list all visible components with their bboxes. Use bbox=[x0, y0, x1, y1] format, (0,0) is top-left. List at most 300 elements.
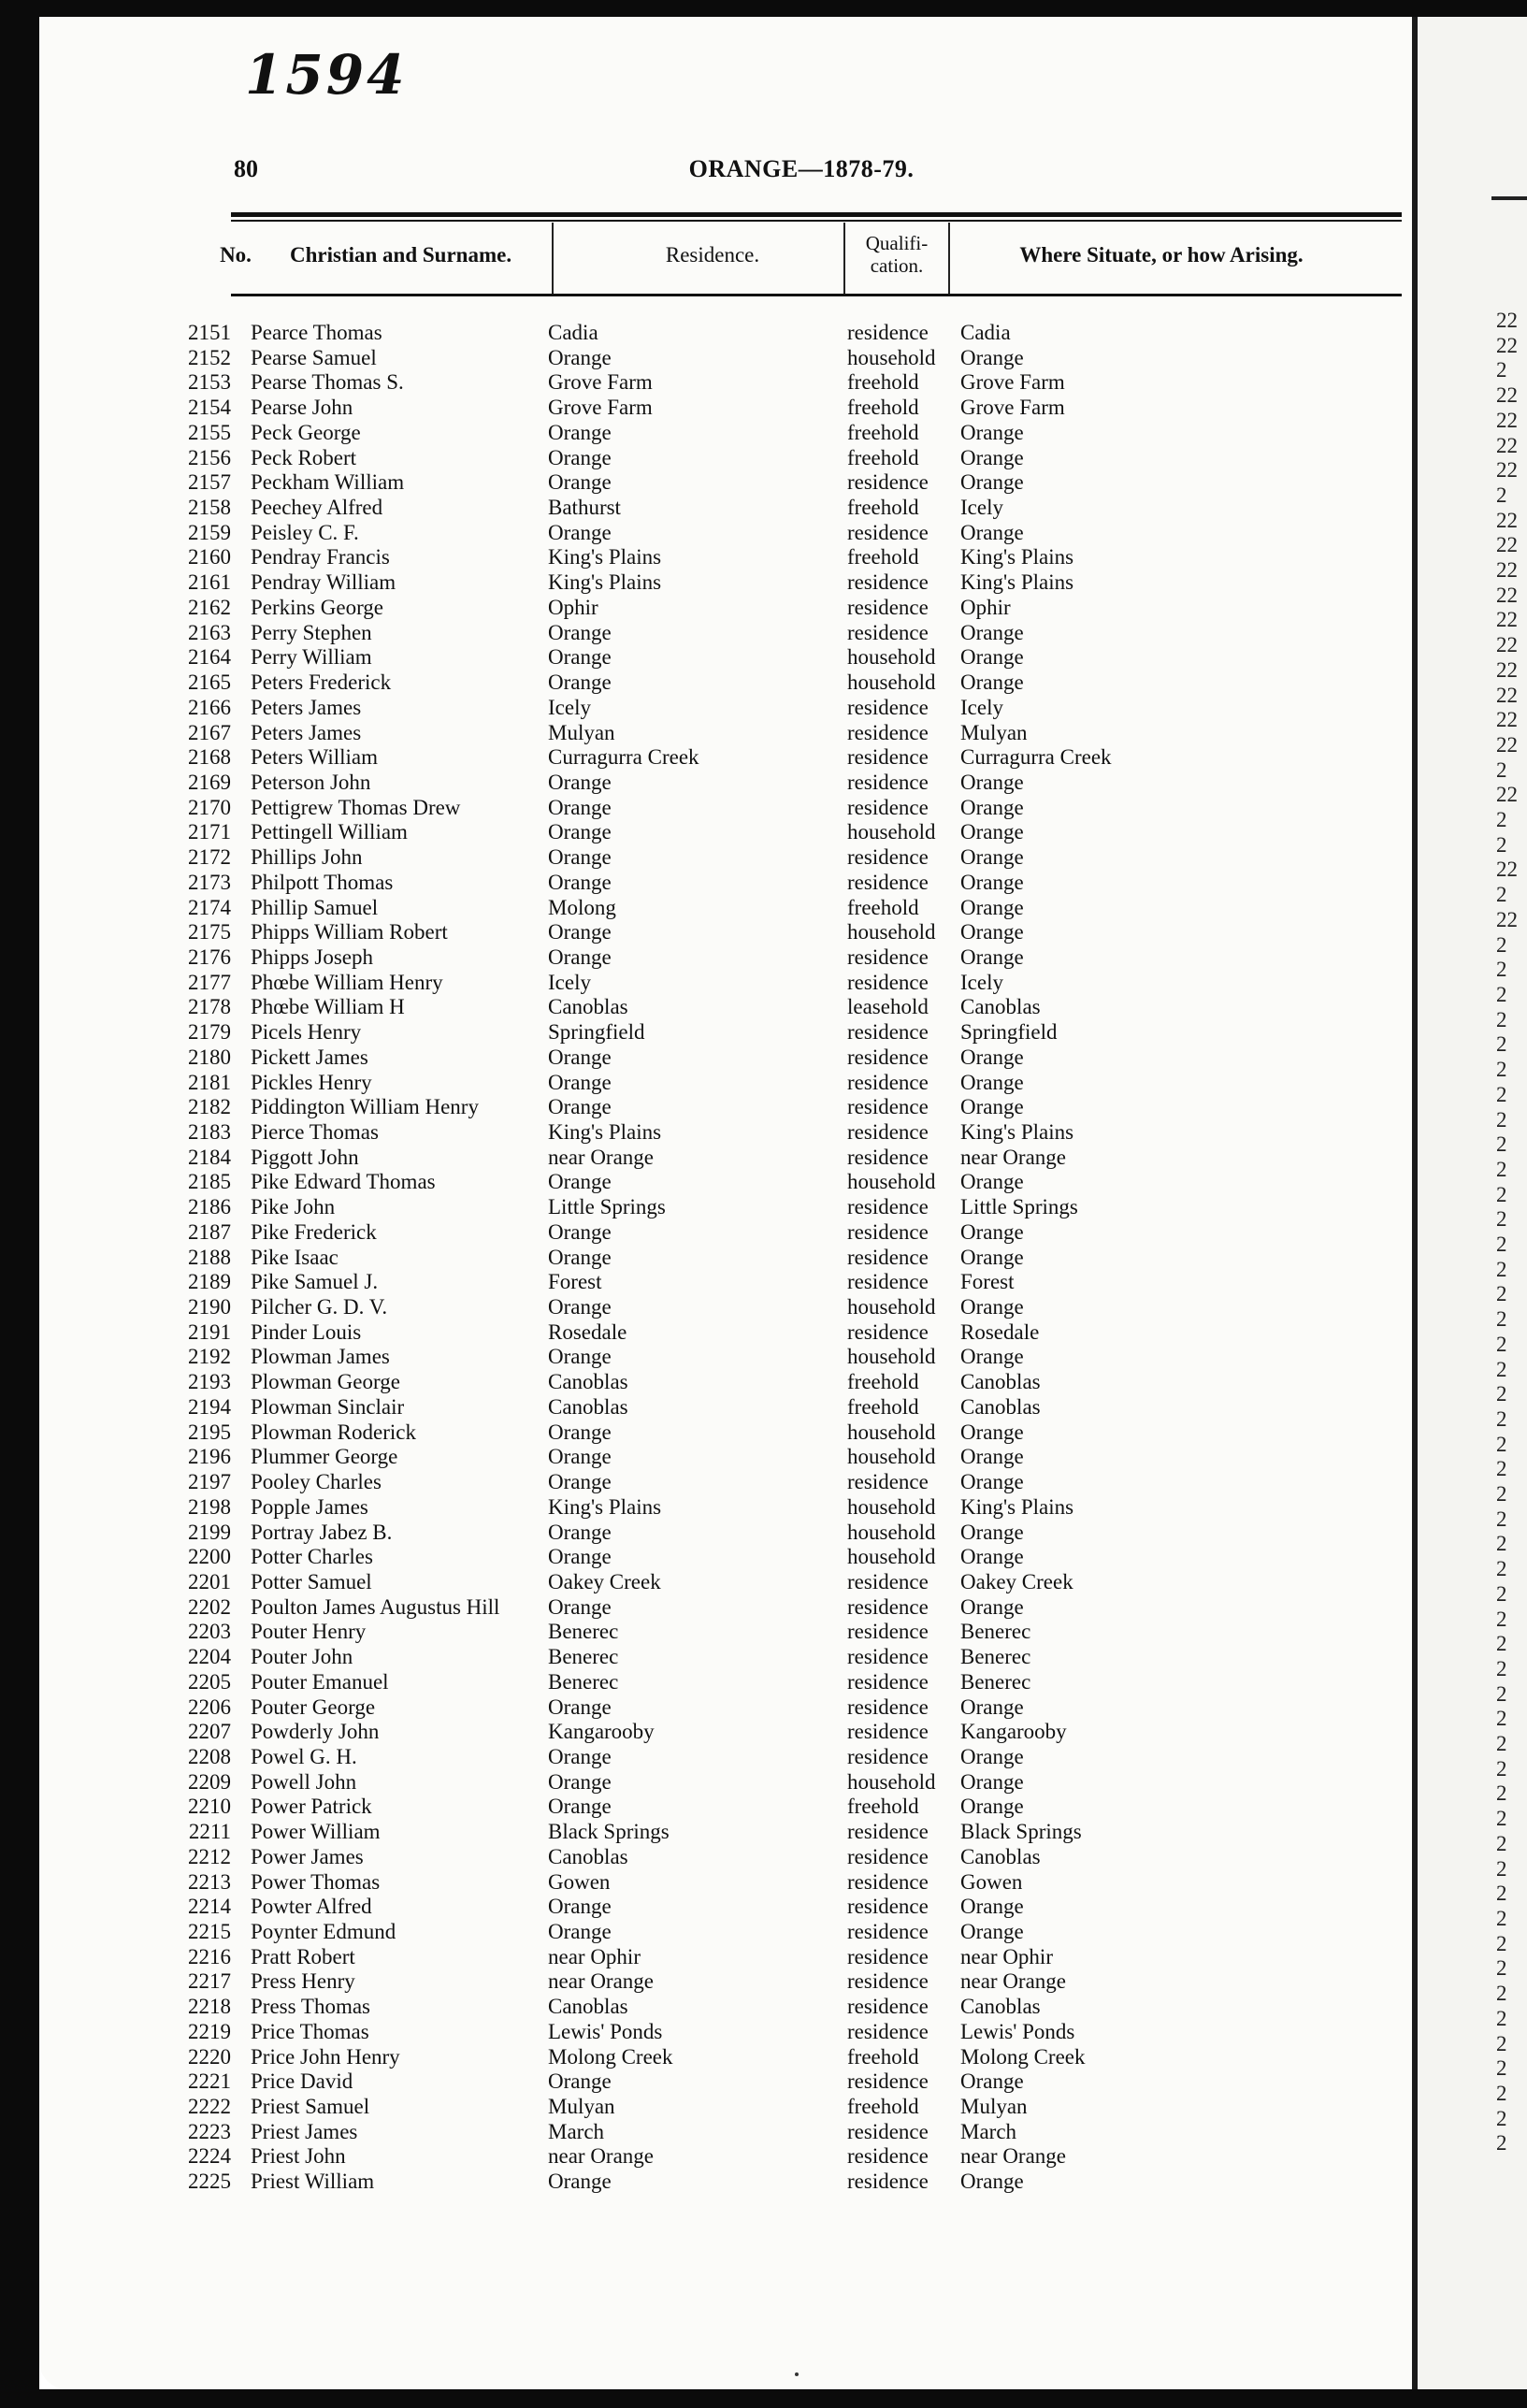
table-row bbox=[39, 1795, 1412, 1820]
elector-name: Potter Charles bbox=[251, 1545, 373, 1569]
elector-name: Piddington William Henry bbox=[251, 1095, 479, 1119]
table-row bbox=[39, 1521, 1412, 1546]
scan-border-bottom bbox=[0, 2389, 1527, 2408]
facing-page-fragment: 2 bbox=[1496, 2106, 1507, 2130]
qualification: residence bbox=[847, 570, 929, 595]
entry-number: 2207 bbox=[188, 1720, 231, 1744]
entry-number: 2163 bbox=[188, 620, 231, 644]
where-situate: Curragurra Creek bbox=[960, 745, 1112, 770]
qualification: freehold bbox=[847, 445, 919, 469]
residence: Orange bbox=[548, 420, 612, 444]
qualification: household bbox=[847, 820, 936, 844]
residence: Orange bbox=[548, 1295, 612, 1319]
where-situate: Orange bbox=[960, 895, 1024, 919]
qualification: residence bbox=[847, 795, 929, 819]
where-situate: Orange bbox=[960, 2170, 1024, 2194]
qualification: household bbox=[847, 670, 936, 695]
elector-name: Peck Robert bbox=[251, 445, 357, 469]
where-situate: Orange bbox=[960, 1594, 1024, 1619]
table-row bbox=[39, 2020, 1412, 2045]
qualification: freehold bbox=[847, 1795, 919, 1819]
qualification: household bbox=[847, 920, 936, 944]
qualification: residence bbox=[847, 1470, 929, 1494]
entry-number: 2205 bbox=[188, 1669, 231, 1694]
residence: near Ophir bbox=[548, 1944, 641, 1968]
elector-name: Plummer George bbox=[251, 1445, 398, 1469]
entry-number: 2194 bbox=[188, 1394, 231, 1419]
elector-name: Phillip Samuel bbox=[251, 895, 379, 919]
header-qualification: Qualifi- cation. bbox=[865, 232, 929, 277]
entry-number: 2210 bbox=[188, 1795, 231, 1819]
where-situate: Oakey Creek bbox=[960, 1569, 1073, 1593]
entry-number: 2211 bbox=[188, 1820, 231, 1844]
residence: Orange bbox=[548, 1445, 612, 1469]
residence: Lewis' Ponds bbox=[548, 2019, 663, 2043]
entry-number: 2203 bbox=[188, 1620, 231, 1644]
where-situate: Orange bbox=[960, 1219, 1024, 1244]
elector-name: Pooley Charles bbox=[251, 1470, 382, 1494]
qualification: residence bbox=[847, 1720, 929, 1744]
residence: Orange bbox=[548, 645, 612, 670]
elector-name: Pearce Thomas bbox=[251, 321, 382, 344]
qualification: residence bbox=[847, 1245, 929, 1269]
header-where-situate: Where Situate, or how Arising. bbox=[1019, 243, 1304, 267]
qualification: household bbox=[847, 1494, 936, 1519]
residence: Forest bbox=[548, 1270, 602, 1294]
elector-name: Price John Henry bbox=[251, 2044, 400, 2069]
elector-name: Pratt Robert bbox=[251, 1944, 355, 1968]
table-row bbox=[39, 1495, 1412, 1521]
qualification: residence bbox=[847, 1669, 929, 1694]
where-situate: Orange bbox=[960, 1095, 1024, 1119]
table-row bbox=[39, 1920, 1412, 1945]
table-row bbox=[39, 1045, 1412, 1071]
entry-number: 2204 bbox=[188, 1645, 231, 1669]
qualification: residence bbox=[847, 1145, 929, 1169]
table-row bbox=[39, 1220, 1412, 1246]
header-top-rule-thin bbox=[231, 220, 1402, 222]
entry-number: 2193 bbox=[188, 1370, 231, 1394]
facing-page-numbers bbox=[1496, 309, 1527, 2179]
entry-number: 2196 bbox=[188, 1445, 231, 1469]
facing-page-fragment: 22 bbox=[1496, 657, 1518, 682]
residence: Orange bbox=[548, 1769, 612, 1794]
table-row bbox=[39, 1071, 1412, 1096]
table-row bbox=[39, 670, 1412, 696]
qualification: residence bbox=[847, 1969, 929, 1994]
elector-name: Pike John bbox=[251, 1195, 336, 1219]
table-row bbox=[39, 1470, 1412, 1495]
elector-name: Peckham William bbox=[251, 470, 405, 495]
header-bottom-rule bbox=[231, 294, 1402, 296]
elector-name: Pouter Emanuel bbox=[251, 1669, 389, 1694]
facing-page-fragment: 2 bbox=[1496, 1656, 1507, 1680]
where-situate: Orange bbox=[960, 1895, 1024, 1919]
elector-name: Powderly John bbox=[251, 1720, 380, 1744]
residence: King's Plains bbox=[548, 545, 662, 570]
facing-page-fragment: 2 bbox=[1496, 1807, 1507, 1831]
elector-name: Pouter George bbox=[251, 1694, 376, 1719]
facing-page-fragment: 2 bbox=[1496, 1332, 1507, 1356]
qualification: residence bbox=[847, 944, 929, 969]
facing-page-fragment: 22 bbox=[1496, 608, 1518, 632]
entry-number: 2201 bbox=[188, 1569, 231, 1593]
residence: Orange bbox=[548, 1045, 612, 1069]
residence: Mulyan bbox=[548, 720, 615, 744]
residence: Molong Creek bbox=[548, 2044, 673, 2069]
where-situate: Orange bbox=[960, 645, 1024, 670]
table-row bbox=[39, 1620, 1412, 1645]
entry-number: 2214 bbox=[188, 1895, 231, 1919]
residence: Orange bbox=[548, 1070, 612, 1094]
qualification: residence bbox=[847, 870, 929, 894]
where-situate: Orange bbox=[960, 920, 1024, 944]
where-situate: Orange bbox=[960, 420, 1024, 444]
facing-page-fragment: 2 bbox=[1496, 1182, 1507, 1206]
entry-number: 2155 bbox=[188, 420, 231, 444]
facing-page-fragment: 2 bbox=[1496, 1082, 1507, 1106]
entry-number: 2161 bbox=[188, 570, 231, 595]
facing-page-fragment: 2 bbox=[1496, 1132, 1507, 1157]
facing-page-fragment: 2 bbox=[1496, 1831, 1507, 1855]
elector-name: Plowman Roderick bbox=[251, 1420, 416, 1444]
facing-page-fragment: 2 bbox=[1496, 1507, 1507, 1531]
residence: Orange bbox=[548, 1694, 612, 1719]
facing-page-fragment: 22 bbox=[1496, 783, 1518, 807]
qualification: freehold bbox=[847, 1394, 919, 1419]
entry-number: 2202 bbox=[188, 1594, 231, 1619]
table-row bbox=[39, 871, 1412, 896]
elector-name: Priest John bbox=[251, 2144, 346, 2169]
elector-name: Plowman George bbox=[251, 1370, 400, 1394]
where-situate: Orange bbox=[960, 670, 1024, 695]
facing-page-fragment: 2 bbox=[1496, 1607, 1507, 1631]
elector-name: Pouter John bbox=[251, 1645, 353, 1669]
entry-number: 2215 bbox=[188, 1920, 231, 1943]
qualification: residence bbox=[847, 1569, 929, 1593]
where-situate: King's Plains bbox=[960, 1120, 1074, 1144]
entry-number: 2176 bbox=[188, 944, 231, 969]
residence: Oakey Creek bbox=[548, 1569, 661, 1593]
qualification: household bbox=[847, 1520, 936, 1544]
entry-number: 2164 bbox=[188, 645, 231, 670]
entry-number: 2221 bbox=[188, 2069, 231, 2094]
elector-name: Pearse Samuel bbox=[251, 345, 377, 369]
elector-name: Peechey Alfred bbox=[251, 496, 383, 520]
qualification: residence bbox=[847, 770, 929, 794]
residence: Orange bbox=[548, 1545, 612, 1569]
entry-number: 2209 bbox=[188, 1769, 231, 1794]
elector-name: Poulton James Augustus Hill bbox=[251, 1594, 500, 1619]
qualification: freehold bbox=[847, 895, 919, 919]
where-situate: Canoblas bbox=[960, 1394, 1041, 1419]
entry-number: 2178 bbox=[188, 995, 231, 1019]
column-divider bbox=[552, 223, 554, 294]
where-situate: Orange bbox=[960, 870, 1024, 894]
residence: Orange bbox=[548, 1920, 612, 1943]
elector-name: Peck George bbox=[251, 420, 361, 444]
where-situate: Orange bbox=[960, 1045, 1024, 1069]
entry-number: 2166 bbox=[188, 695, 231, 719]
qualification: household bbox=[847, 1769, 936, 1794]
residence: Orange bbox=[548, 345, 612, 369]
residence: Orange bbox=[548, 470, 612, 495]
elector-name: Philpott Thomas bbox=[251, 870, 394, 894]
entry-number: 2216 bbox=[188, 1944, 231, 1968]
entry-number: 2151 bbox=[188, 321, 231, 344]
where-situate: Orange bbox=[960, 1070, 1024, 1094]
elector-name: Peters James bbox=[251, 695, 362, 719]
facing-page-fragment: 2 bbox=[1496, 1907, 1507, 1930]
facing-page-fragment: 2 bbox=[1496, 1707, 1507, 1731]
elector-name: Pike Frederick bbox=[251, 1219, 377, 1244]
register-page bbox=[39, 17, 1418, 2389]
elector-name: Power James bbox=[251, 1844, 364, 1868]
where-situate: Kangarooby bbox=[960, 1720, 1067, 1744]
elector-name: Priest James bbox=[251, 2119, 358, 2143]
residence: Benerec bbox=[548, 1669, 619, 1694]
table-row bbox=[39, 545, 1412, 570]
facing-page-fragment: 2 bbox=[1496, 358, 1507, 382]
facing-page-fragment: 2 bbox=[1496, 1382, 1507, 1406]
facing-page-fragment: 2 bbox=[1496, 1532, 1507, 1556]
running-head: ORANGE—1878-79. bbox=[688, 155, 915, 182]
where-situate: Orange bbox=[960, 1245, 1024, 1269]
where-situate: King's Plains bbox=[960, 570, 1074, 595]
table-row bbox=[39, 1395, 1412, 1420]
table-row bbox=[39, 1270, 1412, 1295]
table-row bbox=[39, 2095, 1412, 2120]
table-row bbox=[39, 470, 1412, 496]
elector-name: Pickett James bbox=[251, 1045, 368, 1069]
where-situate: Orange bbox=[960, 1769, 1024, 1794]
residence: Little Springs bbox=[548, 1195, 666, 1219]
qualification: residence bbox=[847, 970, 929, 994]
facing-page-fragment: 2 bbox=[1496, 1982, 1507, 2006]
qualification: household bbox=[847, 1420, 936, 1444]
qualification: household bbox=[847, 1345, 936, 1369]
qualification: residence bbox=[847, 695, 929, 719]
residence: Benerec bbox=[548, 1620, 619, 1644]
entry-number: 2156 bbox=[188, 445, 231, 469]
entry-number: 2198 bbox=[188, 1494, 231, 1519]
facing-page-fragment: 2 bbox=[1496, 932, 1507, 957]
entry-number: 2154 bbox=[188, 396, 231, 420]
qualification: household bbox=[847, 1170, 936, 1194]
qualification: freehold bbox=[847, 1370, 919, 1394]
elector-name: Power Thomas bbox=[251, 1869, 381, 1894]
where-situate: King's Plains bbox=[960, 1494, 1074, 1519]
elector-name: Phipps William Robert bbox=[251, 920, 448, 944]
table-row bbox=[39, 2144, 1412, 2170]
where-situate: Orange bbox=[960, 520, 1024, 544]
facing-page-fragment: 22 bbox=[1496, 408, 1518, 432]
table-row bbox=[39, 1969, 1412, 1995]
residence: Orange bbox=[548, 1219, 612, 1244]
residence: Orange bbox=[548, 2069, 612, 2094]
where-situate: Grove Farm bbox=[960, 396, 1065, 420]
where-situate: Orange bbox=[960, 1420, 1024, 1444]
residence: Orange bbox=[548, 445, 612, 469]
header-no: No. bbox=[220, 243, 252, 267]
table-row bbox=[39, 1845, 1412, 1870]
facing-page-fragment: 2 bbox=[1496, 1307, 1507, 1332]
table-row bbox=[39, 1670, 1412, 1695]
table-row bbox=[39, 1320, 1412, 1346]
where-situate: Orange bbox=[960, 1295, 1024, 1319]
qualification: freehold bbox=[847, 545, 919, 570]
table-row bbox=[39, 1170, 1412, 1195]
residence: Canoblas bbox=[548, 995, 628, 1019]
table-row bbox=[39, 1420, 1412, 1446]
where-situate: Canoblas bbox=[960, 1370, 1041, 1394]
entry-number: 2223 bbox=[188, 2119, 231, 2143]
elector-name: Powter Alfred bbox=[251, 1895, 372, 1919]
facing-page-fragment: 22 bbox=[1496, 558, 1518, 583]
where-situate: King's Plains bbox=[960, 545, 1074, 570]
entry-number: 2184 bbox=[188, 1145, 231, 1169]
facing-page-fragment: 2 bbox=[1496, 1856, 1507, 1881]
residence: Icely bbox=[548, 970, 591, 994]
entry-number: 2188 bbox=[188, 1245, 231, 1269]
residence: Gowen bbox=[548, 1869, 611, 1894]
table-row bbox=[39, 796, 1412, 821]
residence: Orange bbox=[548, 820, 612, 844]
elector-name: Pickles Henry bbox=[251, 1070, 372, 1094]
where-situate: Orange bbox=[960, 1920, 1024, 1943]
entry-number: 2213 bbox=[188, 1869, 231, 1894]
where-situate: Canoblas bbox=[960, 995, 1041, 1019]
qualification: residence bbox=[847, 2170, 929, 2194]
facing-page-fragment: 22 bbox=[1496, 907, 1518, 931]
elector-name: Portray Jabez B. bbox=[251, 1520, 393, 1544]
where-situate: Orange bbox=[960, 1470, 1024, 1494]
table-row bbox=[39, 1720, 1412, 1745]
facing-page-fragment: 22 bbox=[1496, 708, 1518, 732]
table-row bbox=[39, 1120, 1412, 1146]
residence: Orange bbox=[548, 1170, 612, 1194]
facing-page-fragment: 2 bbox=[1496, 1931, 1507, 1955]
residence: Orange bbox=[548, 845, 612, 870]
table-row bbox=[39, 896, 1412, 921]
where-situate: Orange bbox=[960, 445, 1024, 469]
elector-name: Priest Samuel bbox=[251, 2095, 370, 2119]
facing-page-fragment: 2 bbox=[1496, 2081, 1507, 2105]
elector-name: Pearse John bbox=[251, 396, 353, 420]
entry-number: 2181 bbox=[188, 1070, 231, 1094]
residence: King's Plains bbox=[548, 1494, 662, 1519]
entry-number: 2224 bbox=[188, 2144, 231, 2169]
qualification: household bbox=[847, 645, 936, 670]
header-residence: Residence. bbox=[665, 243, 760, 267]
entry-number: 2217 bbox=[188, 1969, 231, 1994]
facing-page-fragment: 2 bbox=[1496, 2056, 1507, 2081]
residence: Orange bbox=[548, 1744, 612, 1768]
facing-page-fragment: 2 bbox=[1496, 1457, 1507, 1481]
scan-border-left bbox=[0, 0, 39, 2408]
elector-name: Pearse Thomas S. bbox=[251, 370, 404, 395]
residence: near Orange bbox=[548, 1145, 655, 1169]
residence: Orange bbox=[548, 1345, 612, 1369]
entry-number: 2185 bbox=[188, 1170, 231, 1194]
qualification: freehold bbox=[847, 2044, 919, 2069]
table-row bbox=[39, 1545, 1412, 1570]
qualification: residence bbox=[847, 1944, 929, 1968]
residence: Orange bbox=[548, 1520, 612, 1544]
table-row bbox=[39, 396, 1412, 421]
qualification: residence bbox=[847, 520, 929, 544]
entry-number: 2187 bbox=[188, 1219, 231, 1244]
table-row bbox=[39, 696, 1412, 721]
where-situate: Benerec bbox=[960, 1645, 1031, 1669]
qualification: residence bbox=[847, 470, 929, 495]
table-row bbox=[39, 521, 1412, 546]
where-situate: Orange bbox=[960, 845, 1024, 870]
facing-page-fragment: 2 bbox=[1496, 1956, 1507, 1981]
where-situate: near Ophir bbox=[960, 1944, 1053, 1968]
table-row bbox=[39, 820, 1412, 845]
entry-number: 2186 bbox=[188, 1195, 231, 1219]
residence: Orange bbox=[548, 670, 612, 695]
residence: Orange bbox=[548, 520, 612, 544]
entry-number: 2199 bbox=[188, 1520, 231, 1544]
entry-number: 2189 bbox=[188, 1270, 231, 1294]
table-row bbox=[39, 2045, 1412, 2070]
entry-number: 2182 bbox=[188, 1095, 231, 1119]
where-situate: Canoblas bbox=[960, 1844, 1041, 1868]
facing-page-fragment: 2 bbox=[1496, 1282, 1507, 1306]
facing-page-fragment: 2 bbox=[1496, 2006, 1507, 2030]
where-situate: Cadia bbox=[960, 321, 1011, 344]
elector-name: Pike Samuel J. bbox=[251, 1270, 379, 1294]
elector-name: Press Thomas bbox=[251, 1995, 370, 2019]
where-situate: Orange bbox=[960, 470, 1024, 495]
entry-number: 2220 bbox=[188, 2044, 231, 2069]
where-situate: Orange bbox=[960, 620, 1024, 644]
elector-name: Phœbe William H bbox=[251, 995, 405, 1019]
table-row bbox=[39, 1295, 1412, 1320]
elector-name: Pike Edward Thomas bbox=[251, 1170, 436, 1194]
entry-number: 2177 bbox=[188, 970, 231, 994]
residence: Curragurra Creek bbox=[548, 745, 699, 770]
residence: Grove Farm bbox=[548, 370, 653, 395]
facing-page-fragment: 2 bbox=[1496, 1007, 1507, 1031]
residence: Orange bbox=[548, 770, 612, 794]
residence: March bbox=[548, 2119, 605, 2143]
entry-number: 2174 bbox=[188, 895, 231, 919]
facing-page-fragment: 22 bbox=[1496, 583, 1518, 607]
facing-page-fragment: 2 bbox=[1496, 1157, 1507, 1181]
residence: Orange bbox=[548, 920, 612, 944]
entry-number: 2195 bbox=[188, 1420, 231, 1444]
entry-number: 2169 bbox=[188, 770, 231, 794]
residence: Orange bbox=[548, 795, 612, 819]
table-row bbox=[39, 920, 1412, 945]
residence: Canoblas bbox=[548, 1394, 628, 1419]
where-situate: Orange bbox=[960, 1694, 1024, 1719]
table-row bbox=[39, 621, 1412, 646]
scan-speck bbox=[795, 2372, 799, 2376]
where-situate: Mulyan bbox=[960, 720, 1028, 744]
residence: Rosedale bbox=[548, 1319, 627, 1344]
where-situate: Orange bbox=[960, 1795, 1024, 1819]
table-row bbox=[39, 1645, 1412, 1670]
facing-page-fragment: 22 bbox=[1496, 533, 1518, 557]
table-row bbox=[39, 321, 1412, 346]
elector-name: Power Patrick bbox=[251, 1795, 372, 1819]
header-top-rule bbox=[231, 212, 1402, 217]
facing-page-fragment: 2 bbox=[1496, 483, 1507, 507]
